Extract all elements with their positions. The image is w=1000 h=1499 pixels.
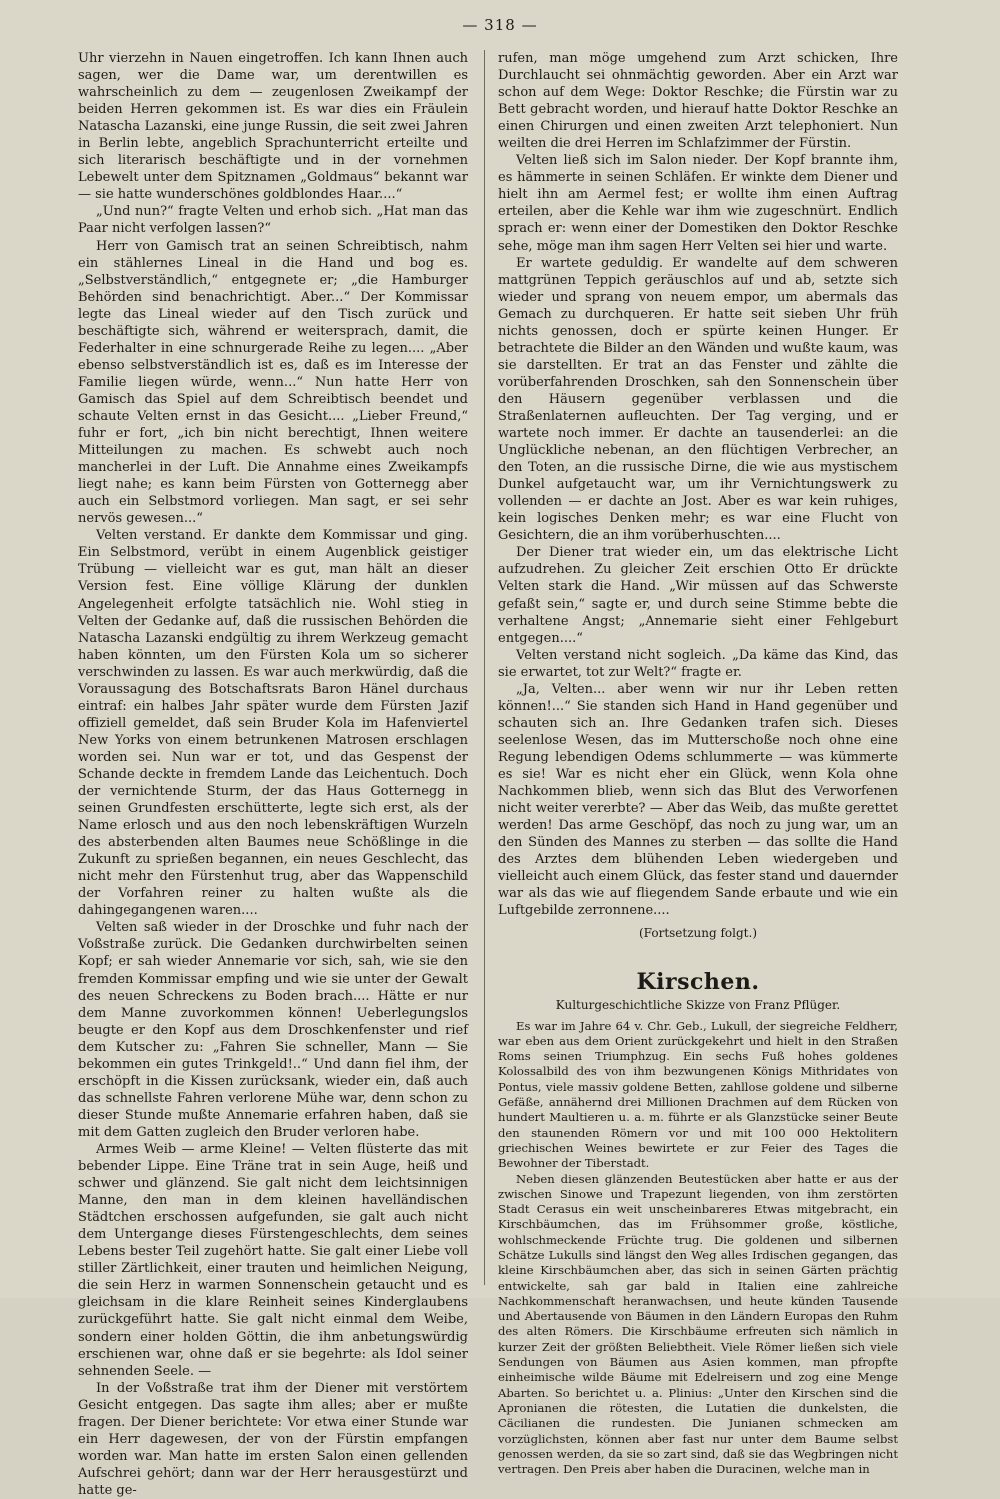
paragraph: Der Diener trat wieder ein, um das elektrische Licht aufzudrehen. Zu gleicher Zeit erschien Otto Er drückte Velten stark die Hand. „Wir müssen auf das Schwerste gefaßt sein,“ sagte er, und durch seine Stimme bebte die verhaltene Angst; „Annemarie sieht einer Fehlgeburt entgegen....“ [498, 545, 898, 646]
paragraph: rufen, man möge umgehend zum Arzt schicken, Ihre Durchlaucht sei ohnmächtig geworden. Aber ein Arzt war schon auf dem Wege: Doktor Reschke; die Fürstin war zu Bett gebracht worden, und hierauf hatte Doktor Reschke an einen Chirurgen und einen zweiten Arzt telephoniert. Nun weilten die drei Herren im Schlafzimmer der Fürstin. [498, 51, 898, 152]
paragraph: Herr von Gamisch trat an seinen Schreibtisch, nahm ein stählernes Lineal in die Hand und bog es. „Selbstverständlich,“ entgegnete er; „die Hamburger Behörden sind benachrichtigt. Aber...“ Der Kommissar legte das Lineal wieder auf den Tisch zurück und beschäftigte sich, während er weitersprach, damit, die Federhalter in eine schnurgerade Reihe zu legen.... „Aber ebenso selbstverständlich ist es, daß es im Interesse der Familie liegen würde, wenn...“ Nun hatte Herr von Gamisch das Spiel auf dem Schreibtisch beendet und schaute Velten ernst in das Gesicht.... „Lieber Freund,“ fuhr er fort, „ich bin nicht berechtigt, Ihnen weitere Mitteilungen zu machen. Es schwebt auch noch mancherlei in der Luft. Die Annahme eines Zweikampfs liegt nahe; es kann beim Fürsten von Gotternegg aber auch ein Selbstmord vorliegen. Man sagt, er sei sehr nervös gewesen...“ [78, 238, 468, 527]
column-divider [484, 50, 485, 1285]
paragraph: Velten verstand nicht sogleich. „Da käme das Kind, das sie erwartet, tot zur Welt?“ fragte er. [498, 647, 898, 680]
paragraph: Velten ließ sich im Salon nieder. Der Kopf brannte ihm, es hämmerte in seinen Schläfen. Er winkte dem Diener und hielt ihn am Aermel fest; er wollte ihm einen Auftrag erteilen, aber die Kehle war ihm wie zugeschnürt. Endlich sprach er: wenn einer der Domestiken den Doktor Reschke sehe, möge man ihm sagen Herr Velten sei hier und warte. [498, 153, 898, 254]
article-title: Kirschen. [636, 969, 760, 996]
paragraph: Er wartete geduldig. Er wandelte auf dem schweren mattgrünen Teppich geräuschlos auf und ab, setzte sich wieder und sprang von neuem empor, um abermals das Gemach zu durchqueren. Er hatte seit sieben Uhr früh nichts genossen, doch er spürte keinen Hunger. Er betrachtete die Bilder an den Wänden und wußte kaum, was sie darstellten. Er trat an das Fenster und zählte die vorüberfahrenden Droschken, sah den Sonnenschein über den Häusern gegenüber verblassen und die Straßenlaternen aufleuchten. Der Tag verging, und er wartete noch immer. Er dachte an tausenderlei: an die Unglückliche nebenan, an den flüchtigen Verbrecher, an den Toten, an die russische Dirne, die wie aus mystischem Dunkel aufgetaucht war, um ihr Vernichtungswerk zu vollenden — er dachte an Jost. Aber es war kein ruhiges, kein logisches Denken mehr; es war eine Flucht von Gesichtern, die an ihm vorüberhuschten.... [498, 255, 898, 544]
paragraph: In der Voßstraße trat ihm der Diener mit verstörtem Gesicht entgegen. Das sagte ihm alles; aber er mußte fragen. Der Diener berichtete: Vor etwa einer Stunde war ein Herr dagewesen, der von der Fürstin empfangen worden war. Man hatte im ersten Salon einen gellenden Aufschrei gehört; dann war der Herr herausgestürzt und hatte ge- [78, 1380, 468, 1498]
paragraph: Velten saß wieder in der Droschke und fuhr nach der Voßstraße zurück. Die Gedanken durchwirbelten seinen Kopf; er sah wieder Annemarie vor sich, sah, wie sie den fremden Kommissar empfing und wie sie unter der Gewalt des neuen Schreckens zu Boden brach.... Hätte er nur dem Manne zuvorkommen können! Ueberlegungslos beugte er den Kopf aus dem Droschkenfenster und rief dem Kutscher zu: „Fahren Sie schneller, Mann — Sie bekommen ein gutes Trinkgeld!..“ Und dann fiel ihm, der erschöpft in die Kissen zurücksank, wieder ein, daß auch das schnellste Fahren verlorene Mühe war, denn schon zu dieser Stunde mußte Annemarie erfahren haben, daß sie mit dem Gatten zugleich den Bruder verloren habe. [78, 920, 468, 1140]
paragraph: „Ja, Velten... aber wenn wir nur ihr Leben retten können!...“ Sie standen sich Hand in Hand gegenüber und schauten sich an. Ihre Gedanken trafen sich. Dieses seelenlose Wesen, das im Mutterschoße noch ohne eine Regung lebendigen Odems schlummerte — was kümmerte es sie! War es nicht eher ein Glück, wenn Kola ohne Nachkommen blieb, wenn sich das Blut des Verworfenen nicht weiter vererbte? — Aber das Weib, das mußte gerettet werden! Das arme Geschöpf, das noch zu jung war, um an den Sünden des Mannes zu sterben — das sollte die Hand des Arztes dem blühenden Leben wiedergeben und vielleicht auch einem Glück, das fester stand und dauernder war als das wie auf fliegendem Sande erbaute und wie ein Luftgebilde zerronnene.... [498, 681, 898, 919]
page-number: — 318 — [462, 16, 538, 34]
continuation-note: (Fortsetzung folgt.) [639, 926, 757, 941]
article-body [498, 1019, 898, 1478]
paragraph: Uhr vierzehn in Nauen eingetroffen. Ich kann Ihnen auch sagen, wer die Dame war, um derentwillen es wahrscheinlich zu dem — zeugenlosen Zweikampf der beiden Herren gekommen ist. Es war dies ein Fräulein Natascha Lazanski, eine junge Russin, die seit zwei Jahren in Berlin lebte, angeblich Sprachunterricht erteilte und sich literarisch beschäftigte und in der vornehmen Lebewelt unter dem Spitznamen „Goldmaus“ bekannt war — sie hatte wunderschönes goldblondes Haar....“ [78, 51, 468, 203]
paragraph: Neben diesen glänzenden Beutestücken aber hatte er aus der zwischen Sinowe und Trapezunt liegenden, von ihm zerstörten Stadt Cerasus ein weit unscheinbareres Etwas mitgebracht, ein Kirschbäumchen, das im Frühsommer große, köstliche, wohlschmeckende Früchte trug. Die goldenen und silbernen Schätze Lukulls sind längst den Weg alles Irdischen gegangen, das kleine Kirschbäumchen aber, das sich in seinen Gärten prächtig entwickelte, sah gar bald in Italien eine zahlreiche Nachkommenschaft heranwachsen, und heute künden Tausende und Abertausende von Bäumen in den Ländern Europas den Ruhm des alten Römers. Die Kirschbäume erfreuten sich nämlich in kurzer Zeit der größten Beliebtheit. Viele Römer ließen sich viele Sendungen von Bäumen aus Asien kommen, man pfropfte einheimische wilde Bäume mit Edelreisern und zog eine Menge Abarten. So berichtet u. a. Plinius: „Unter den Kirschen sind die Apronianen die rötesten, die Lutatien die dunkelsten, die Cäcilianen die rundesten. Die Junianen schmecken am vorzüglichsten, können aber fast nur unter dem Baume selbst genossen werden, da sie so zart sind, daß sie das Wegbringen nicht vertragen. Den Preis aber haben die Duracinen, welche man in [498, 1171, 898, 1477]
paragraph: Es war im Jahre 64 v. Chr. Geb., Lukull, der siegreiche Feldherr, war eben aus dem Orient zurückgekehrt und hielt in den Straßen Roms seinen Triumphzug. Ein sechs Fuß hohes goldenes Kolossalbild des von ihm bezwungenen Königs Mithridates von Pontus, viele massiv goldene Betten, zahllose goldene und silberne Gefäße, annähernd drei Millionen Drachmen auf dem Rücken von hundert Maultieren u. a. m. führte er als Glanzstücke seiner Beute den staunenden Römern vor und mit 100 000 Hektolitern griechischen Weines bewirtete er zur Feier des Tages die Bewohner der Tiberstadt. [498, 1018, 898, 1171]
paragraph: „Und nun?“ fragte Velten und erhob sich. „Hat man das Paar nicht verfolgen lassen?“ [78, 204, 468, 237]
article-subtitle: Kulturgeschichtliche Skizze von Franz Pflüger. [555, 998, 841, 1013]
left-column [78, 50, 468, 1499]
paragraph: Armes Weib — arme Kleine! — Velten flüsterte das mit bebender Lippe. Eine Träne trat in sein Auge, heiß und schwer und glänzend. Sie galt nicht dem leichtsinnigen Manne, den man in dem kleinen havelländischen Städtchen erschossen aufgefunden, sie galt auch nicht dem Untergange dieses Fürstengeschlechts, dem seines Lebens bester Teil zugehört hatte. Sie galt einer Liebe voll stiller Zärtlichkeit, einer trauten und heimlichen Neigung, die sein Herz in warmen Sonnenschein getaucht und es gleichsam in die klare Reinheit seines Kinderglaubens zurückgeführt hatte. Sie galt nicht einmal dem Weibe, sondern einer holden Göttin, die ihm anbetungswürdig erschienen war, ohne daß er sie begehrte: als Idol seiner sehnenden Seele. — [78, 1142, 468, 1379]
right-column [498, 50, 898, 1477]
paragraph: Velten verstand. Er dankte dem Kommissar und ging. Ein Selbstmord, verübt in einem Augenblick geistiger Trübung — vielleicht war es gut, man hält an dieser Version fest. Eine völlige Klärung der dunklen Angelegenheit erfolgte tatsächlich nie. Wohl stieg in Velten der Gedanke auf, daß die russischen Behörden die Natascha Lazanski endgültig zu ihrem Werkzeug gemacht haben könnten, um den Fürsten Kola um so sicherer verschwinden zu lassen. Es war auch merkwürdig, daß die Voraussagung des Botschaftsrats Baron Hänel durchaus eintraf: ein halbes Jahr später wurde dem Fürsten Jazif offiziell gemeldet, daß sein Bruder Kola im Hafenviertel New Yorks von einem betrunkenen Matrosen erschlagen worden sei. Nun war er tot, und das Gespenst der Schande deckte in fremdem Lande das Leichentuch. Doch der vernichtende Sturm, der das Haus Gotternegg in seinen Grundfesten erschütterte, legte sich erst, als der Name erlosch und aus den noch lebenskräftigen Wurzeln des absterbenden alten Baumes neue Schößlinge in die Zukunft zu sprießen begannen, ein neues Geschlecht, das nicht mehr den Fürstenhut trug, aber das Wappenschild der Vorfahren reiner zu halten wußte als die dahingegangenen waren.... [78, 528, 468, 919]
